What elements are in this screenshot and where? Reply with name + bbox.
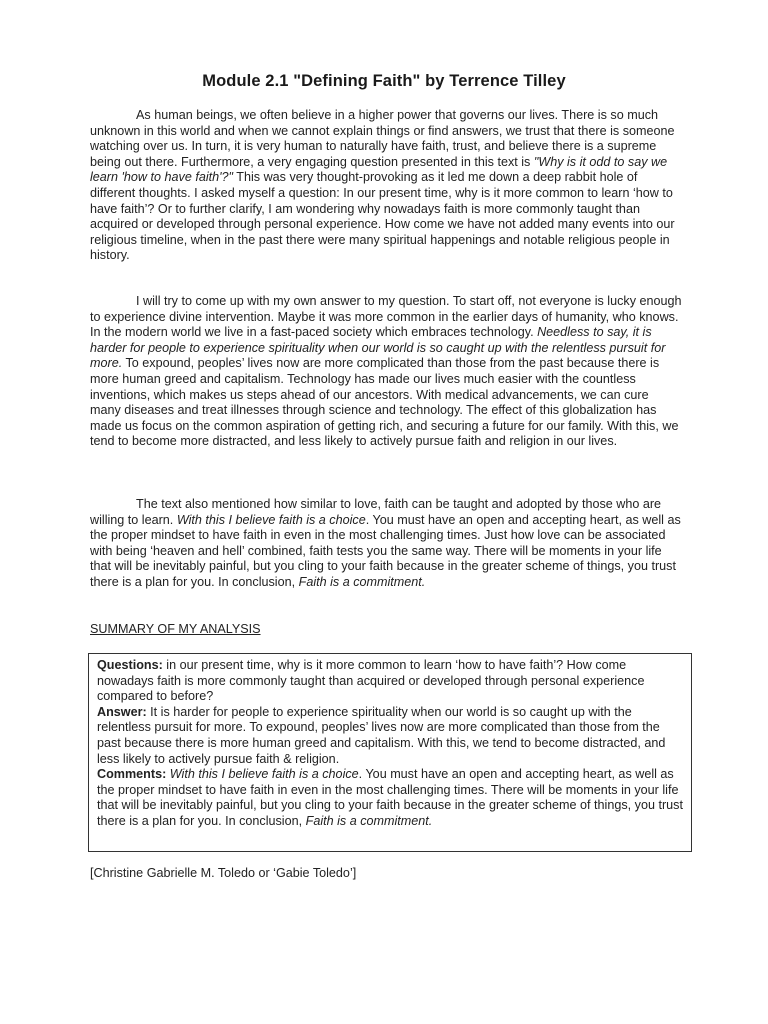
body-paragraph-2: [90, 294, 682, 450]
summary-heading: SUMMARY OF MY ANALYSIS: [90, 622, 261, 636]
answer-label: Answer:: [97, 704, 147, 719]
comments-italic-commitment: Faith is a commitment.: [305, 813, 433, 828]
comments-label: Comments:: [97, 767, 167, 782]
body-paragraph-1: [90, 108, 682, 264]
comments-text: . You must have an open and accepting heart, as well as the proper mindset to have faith in even in the most challenging times. There will be moments in your life that will be inevitably painful, but you cling to your faith because in the greater scheme of things, you trust there is a plan for you. In conclusion,: [97, 767, 683, 828]
summary-answer: [97, 705, 683, 767]
author-signature: [Christine Gabrielle M. Toledo or ‘Gabie Toledo’]: [90, 866, 357, 880]
italic-emphasis: With this I believe faith is a choice: [176, 512, 366, 527]
italic-emphasis: Needless to say, it is harder for people to experience spirituality when our world is so caught up with the relentless pursuit for more.: [90, 325, 666, 371]
italic-conclusion: Faith is a commitment.: [298, 574, 426, 589]
paragraph-text: [90, 497, 682, 591]
italic-question: "Why is it odd to say we learn 'how to have faith'?": [90, 154, 668, 185]
questions-label: Questions:: [97, 658, 163, 672]
body-paragraph-3: [90, 497, 682, 591]
text-segment: . You must have an open and accepting heart, as well as the proper mindset to have faith in even in the most challenging times. Just how love can be associated with being ‘heaven and hell’ combined, faith tests you the same way. There will be moments in your life that will be inevitably painful, but you cling to your faith because in the greater scheme of things, you trust there is a plan for you. In conclusion,: [90, 512, 681, 589]
summary-questions: [97, 658, 683, 705]
paragraph-text: [90, 108, 682, 264]
summary-box: [88, 653, 692, 852]
summary-comments: [97, 767, 683, 829]
document-title: Module 2.1 "Defining Faith" by Terrence Tilley: [202, 72, 566, 90]
paragraph-text: [90, 294, 682, 450]
text-segment: To expound, peoples’ lives now are more complicated than those from the past because there is more human greed and capitalism. Technology has made our lives much easier with the countless inventions, which makes us steps ahead of our ancestors. With medical advancements, we can cure many diseases and treat illnesses through science and technology. The effect of this globalization has made us focus on the common aspiration of getting rich, and securing a future for our family. With this, we tend to become more distracted, and less likely to actively pursue faith and religion in our lives.: [90, 356, 679, 449]
text-segment: I will try to come up with my own answer to my question. To start off, not everyone is lucky enough to experience divine intervention. Maybe it was more common in the earlier days of humanity, who knows. In the modern world we live in a fast-paced society which embraces technology.: [90, 294, 682, 340]
text-segment: This was very thought-provoking as it led me down a deep rabbit hole of different thoughts. I asked myself a question: In our present time, why is it more common to learn ‘how to have faith’? Or to further clarify, I am wondering why nowadays faith is more commonly taught than acquired or developed through personal experience. How come we have not added many events into our religious timeline, when in the past there were many spiritual happenings and notable religious people in history.: [90, 170, 675, 263]
comments-italic-choice: With this I believe faith is a choice: [169, 767, 359, 782]
text-segment: As human beings, we often believe in a higher power that governs our lives. There is so much unknown in this world and when we cannot explain things or find answers, we trust that there is someone watching over us. In turn, it is very human to naturally have faith, trust, and believe there is a supreme being out there. Furthermore, a very engaging question presented in this text is: [90, 108, 675, 169]
questions-text: in our present time, why is it more common to learn ‘how to have faith’? How come nowadays faith is more commonly taught than acquired or developed through personal experience compared to before?: [97, 658, 645, 704]
answer-text: It is harder for people to experience spirituality when our world is so caught up with the relentless pursuit for more. To expound, peoples’ lives now are more complicated than those from the past because there is more human greed and capitalism. With this, we tend to become distracted, and less likely to actively pursue faith & religion.: [97, 704, 666, 766]
text-segment: The text also mentioned how similar to love, faith can be taught and adopted by those who are willing to learn.: [90, 497, 662, 527]
